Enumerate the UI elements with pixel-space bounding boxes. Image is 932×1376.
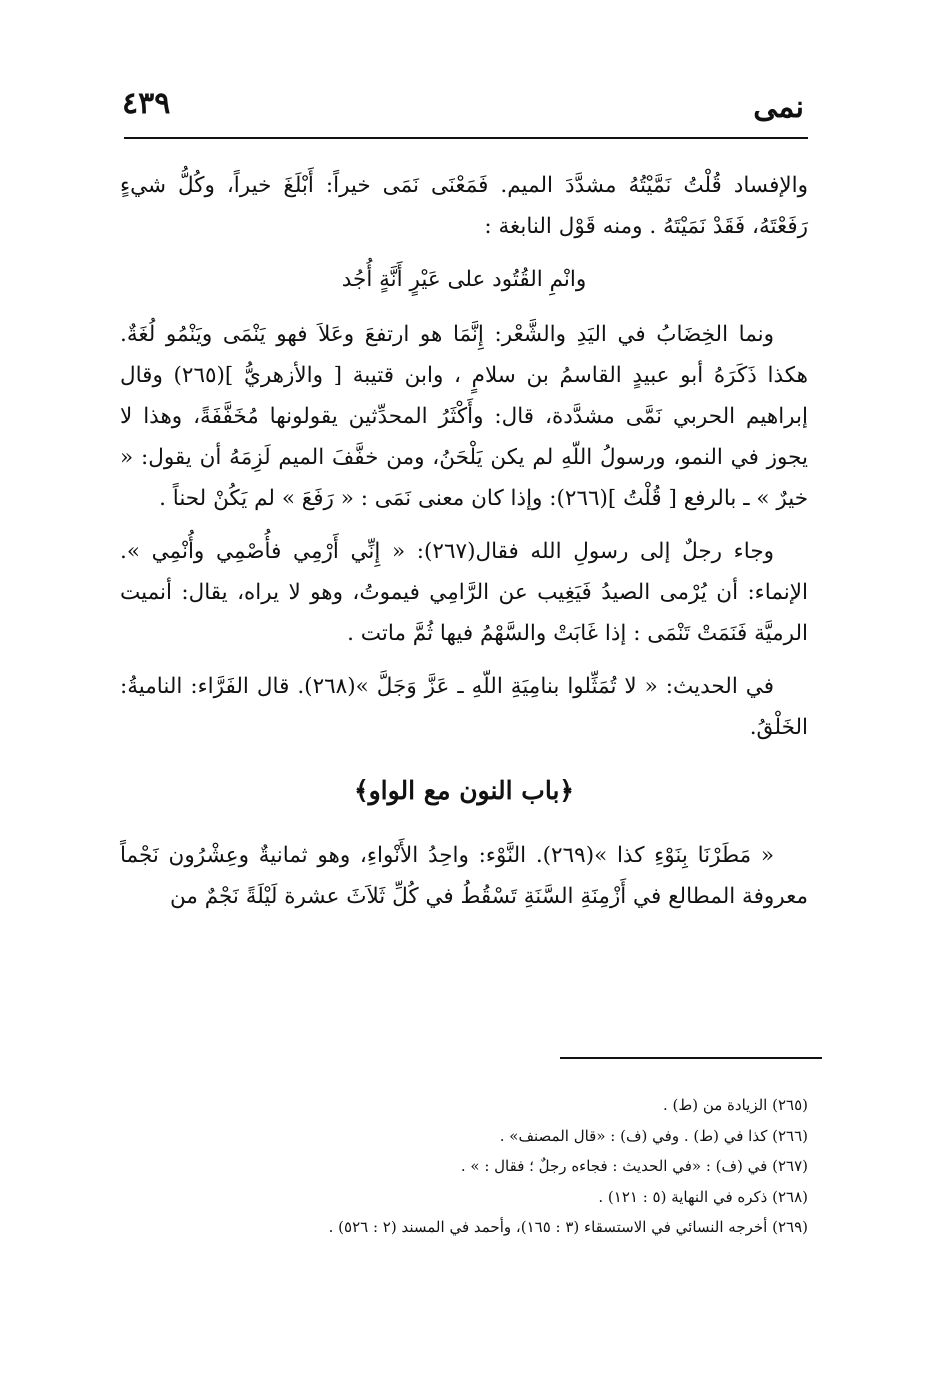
paragraph-3: وجاء رجلٌ إلى رسولِ الله فقال(٢٦٧): « إِنِّي أَرْمِي فأُصْمِي وأُنْمِي ». الإنماء: أن يُرْمى الصيدُ فَيَغِيب عن الرَّامِي فيموتُ، وهو لا يراه، يقال: أنميت الرميَّة فَنَمَتْ تَنْمَى : إذا غَابَتْ والسَّهْمُ فيها ثُمَّ ماتت . [120,539,808,646]
paragraph-1: والإفساد قُلْتُ نَمَّيْتُهُ مشدَّدَ الميم. فَمَعْنَى نَمَى خيراً: أَبْلَغَ خيراً، وكُلُّ شيءٍ رَفَعْتَهُ، فَقَدْ نَمَيْتَهُ . ومنه قَوْل النابغة : [120,173,808,239]
poetry-verse: وانْمِ القُتُود على عَيْرٍ أَنَّةٍ أُجُد [341,267,587,292]
paragraph-2: ونما الخِضَابُ في اليَدِ والشَّعْر: إِنَّمَا هو ارتفعَ وعَلاَ فهو يَنْمَى ويَنْمُو لُغَةٌ. هكذا ذَكَرَهُ أبو عبيدٍ القاسمُ بن سلامٍ ، وابن قتيبة [ والأزهريُّ ](٢٦٥) وقال إبراهيم الحربي نَمَّى مشدَّدة، قال: وأَكْثَرُ المحدِّثين يقولونها مُخَفَّفَةً، وهذا لا يجوز في النمو، ورسولُ اللّهِ لم يكن يَلْحَنُ، ومن خفَّفَ الميم لَزِمَهُ أن يقول: « خيرٌ » ـ بالرفع [ قُلْتُ ](٢٦٦): وإذا كان معنى نَمَى : « رَفَعَ » لم يَكُنْ لحناً . [120,322,808,511]
header-rule [124,137,808,139]
footnote-267: (٢٦٧) في (ف) : «في الحديث : فجاءه رجلٌ ؛ فقال : » . [460,1157,808,1175]
footnote-268: (٢٦٨) ذكره في النهاية (٥ : ١٢١) . [598,1187,808,1206]
paragraph-5: « مَطَرْنَا بِنَوْءِ كذا »(٢٦٩). النَّوْء: واحِدُ الأَنْواءِ، وهو ثمانيةٌ وعِشْرُون نَجْماً معروفة المطالع في أَزْمِنَةِ السَّنَةِ تَسْقُطُ في كُلِّ ثَلاَثَ عشرة لَيْلَةً نَجْمٌ من [120,843,808,909]
main-text [120,165,808,929]
footnote-269: (٢٦٩) أخرجه النسائي في الاستسقاء (٣ : ١٦٥)، وأحمد في المسند (٢ : ٥٢٦) . [328,1218,808,1236]
footnote-266: (٢٦٦) كذا في (ط) . وفي (ف) : «قال المصنف» . [499,1126,808,1145]
footnotes [120,1090,808,1243]
footnote-rule [560,1057,822,1059]
section-title: ﴿باب النون مع الواو﴾ [353,776,575,805]
paragraph-4: في الحديث: « لا تُمَثِّلوا بنامِيَةِ اللّهِ ـ عَزَّ وَجَلَّ »(٢٦٨). قال الفَرَّاء: الناميةُ: الخَلْقُ. [120,674,808,740]
footnote-265: (٢٦٥) الزيادة من (ط) . [662,1096,808,1114]
running-head-entry: نمى [753,90,804,125]
page-number: ٤٣٩ [122,86,171,121]
